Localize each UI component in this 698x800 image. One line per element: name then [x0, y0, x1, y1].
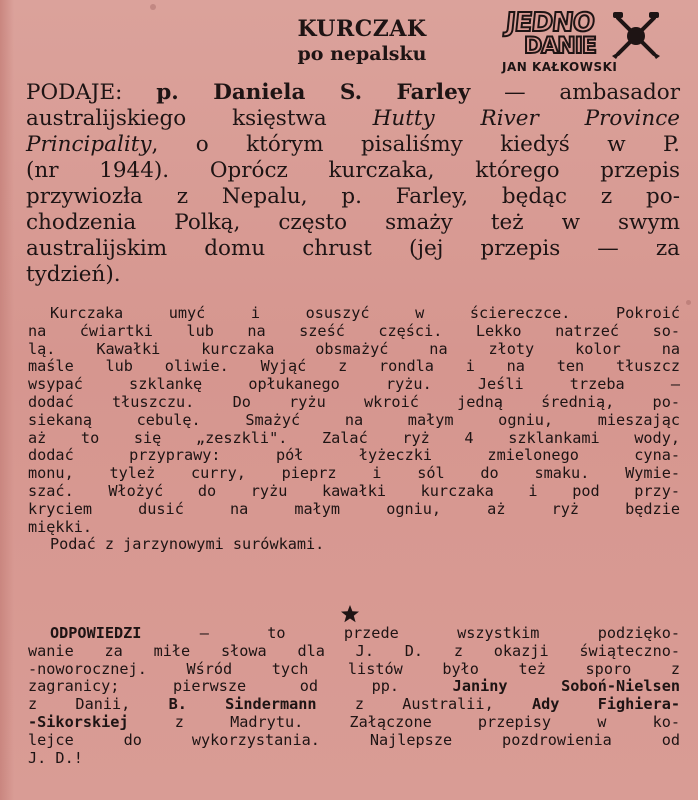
text-segment: (nr 1944). Oprócz kurczaka, którego przepis — [26, 158, 680, 183]
answers-line — [28, 696, 680, 714]
text-segment: PODAJE: — [26, 80, 157, 105]
recipe-line: lą. Kawałki kurczaka obsmażyć na złoty kolor na — [28, 339, 680, 358]
answers-line — [28, 678, 680, 696]
text-segment: Principality — [26, 132, 152, 157]
intro-line — [26, 80, 680, 106]
text-segment: Ady Fighiera- — [532, 695, 681, 714]
text-segment: B. Sindermann — [168, 695, 317, 714]
text-segment: lejce do wykorzystania. Najlepsze pozdrowienia od — [28, 730, 680, 749]
intro-line — [26, 262, 680, 288]
intro-line — [26, 132, 680, 158]
recipe-line: kryciem dusić na małym ogniu, aż ryż będzie — [28, 499, 680, 518]
text-segment: z Danii, — [28, 695, 169, 714]
crossed-cutlery-icon — [610, 10, 662, 60]
answers-line — [28, 714, 680, 732]
title-block — [232, 16, 492, 66]
recipe-line: dodać tłuszczu. Do ryżu wkroić jedną średnią, po- — [28, 392, 680, 411]
text-segment: australijskiego księstwa — [26, 106, 373, 131]
intro-line — [26, 158, 680, 184]
article-intro — [26, 80, 680, 288]
text-segment: Hutty River Province — [372, 106, 680, 131]
intro-line — [26, 184, 680, 210]
text-segment: , o którym pisaliśmy kiedyś w P. — [151, 132, 680, 157]
logo-author: JAN KAŁKOWSKI — [502, 60, 618, 74]
readers-answers — [28, 625, 680, 767]
answers-line — [28, 643, 680, 661]
recipe-line: na ćwiartki lub na sześć części. Lekko natrzeć so- — [28, 321, 680, 340]
text-segment: J. D.! — [28, 748, 83, 767]
text-segment: p. Daniela S. Farley — [156, 80, 471, 105]
text-segment: — ambasador — [470, 80, 681, 105]
text-segment: ODPOWIEDZI — [50, 624, 142, 642]
recipe-line: wsypać szklankę opłukanego ryżu. Jeśli trzeba — — [28, 375, 680, 394]
recipe-line: maśle lub oliwie. Wyjąć z rondla i na ten tłuszcz — [28, 357, 680, 376]
intro-line — [26, 106, 680, 132]
article-header — [0, 10, 698, 78]
intro-line — [26, 236, 680, 262]
text-segment: Janiny Soboń-Nielsen — [452, 677, 680, 696]
recipe-line: szać. Włożyć do ryżu kawałki kurczaka i pod przy- — [28, 481, 680, 500]
text-segment: przywiozła z Nepalu, p. Farley, będąc z po- — [26, 184, 680, 209]
article-title: KURCZAK — [297, 16, 427, 42]
answers-line — [28, 625, 680, 643]
recipe-line: monu, tyleż curry, pieprz i sól do smaku. Wymie- — [28, 464, 680, 483]
scan-speck — [150, 4, 156, 10]
column-logo — [498, 10, 668, 76]
recipe-line: miękki. — [28, 517, 93, 536]
recipe-line: siekaną cebulę. Smażyć na małym ogniu, mieszając — [28, 410, 680, 429]
text-segment: australijskim domu chrust (jej przepis — za — [26, 236, 680, 261]
recipe-line: aż to się „zeszkli". Zalać ryż 4 szklankami wody, — [28, 428, 680, 447]
text-segment: — to przede wszystkim podzięko- — [141, 624, 680, 642]
text-segment: z Australii, — [316, 695, 532, 714]
scan-speck — [686, 300, 691, 305]
answers-line — [28, 750, 680, 768]
recipe-text — [28, 305, 680, 554]
logo-line-2: DANIE — [524, 34, 596, 59]
article-subtitle: po nepalsku — [297, 43, 427, 65]
text-segment: z Madrytu. Załączone przepisy w ko- — [128, 712, 680, 731]
text-segment: tydzień). — [26, 262, 121, 287]
logo-line-1: JEDNO — [504, 8, 596, 38]
intro-line — [26, 210, 680, 236]
paper-edge — [0, 0, 14, 800]
text-segment: zagranicy; pierwsze od pp. — [28, 677, 453, 696]
answers-line — [28, 732, 680, 750]
answers-line — [28, 661, 680, 679]
recipe-line: Podać z jarzynowymi surówkami. — [50, 535, 325, 554]
text-segment: chodzenia Polką, często smaży też w swym — [26, 210, 680, 235]
recipe-line: Kurczaka umyć i osuszyć w ściereczce. Pokroić — [50, 304, 680, 322]
recipe-line: dodać przyprawy: pół łyżeczki zmielonego cyna- — [28, 446, 680, 465]
text-segment: wanie za miłe słowa dla J. D. z okazji świąteczno- — [28, 641, 680, 660]
text-segment: -noworocznej. Wśród tych listów było też sporo z — [28, 659, 680, 678]
star-icon — [340, 604, 360, 624]
text-segment: -Sikorskiej — [28, 712, 129, 731]
